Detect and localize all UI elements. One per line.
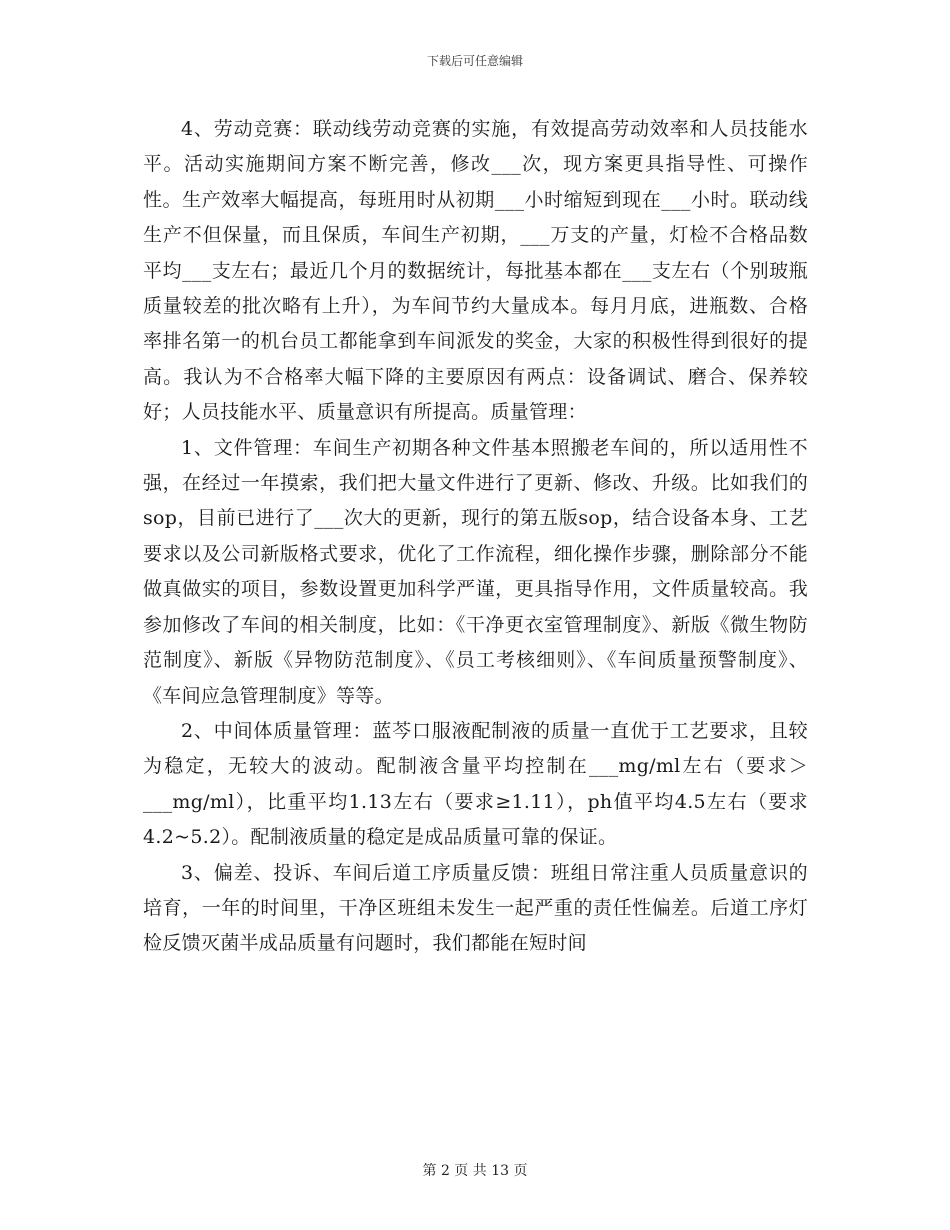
paragraph-deviation-feedback: 3、偏差、投诉、车间后道工序质量反馈：班组日常注重人员质量意识的培育，一年的时间里，干净区班组未发生一起严重的责任性偏差。后道工序灯检反馈灭菌半成品质量有问题时，我们都能在短时间: [143, 861, 808, 955]
page-footer: 第 2 页 共 13 页: [422, 1163, 528, 1179]
paragraph-document-management: 1、文件管理：车间生产初期各种文件基本照搬老车间的，所以适用性不强，在经过一年摸索，我们把大量文件进行了更新、修改、升级。比如我们的sop，目前已进行了___次大的更新，现行的第五版sop，结合设备本身、工艺要求以及公司新版格式要求，优化了工作流程，细化操作步骤，删除部分不能做真做实的项目，参数设置更加科学严谨，更具指导作用，文件质量较高。我参加修改了车间的相关制度，比如：《干净更衣室管理制度》、新版《微生物防范制度》、新版《异物防范制度》、《员工考核细则》、《车间质量预警制度》、《车间应急管理制度》等等。: [143, 436, 808, 707]
document-body: [143, 112, 808, 962]
page-header: 下载后可任意编辑: [426, 54, 523, 68]
paragraph-intermediate-quality: 2、中间体质量管理：蓝芩口服液配制液的质量一直优于工艺要求，且较为稳定，无较大的波动。配制液含量平均控制在___mg/ml左右（要求＞___mg/ml），比重平均1.13左右（要求≥1.11），ph值平均4.5左右（要求4.2~5.2）。配制液质量的稳定是成品质量可靠的保证。: [143, 719, 808, 849]
paragraph-labor-competition: 4、劳动竞赛：联动线劳动竞赛的实施，有效提高劳动效率和人员技能水平。活动实施期间方案不断完善，修改___次，现方案更具指导性、可操作性。生产效率大幅提高，每班用时从初期___小时缩短到现在___小时。联动线生产不但保量，而且保质，车间生产初期，___万支的产量，灯检不合格品数平均___支左右；最近几个月的数据统计，每批基本都在___支左右（个别玻瓶质量较差的批次略有上升），为车间节约大量成本。每月月底，进瓶数、合格率排名第一的机台员工都能拿到车间派发的奖金，大家的积极性得到很好的提高。我认为不合格率大幅下降的主要原因有两点：设备调试、磨合、保养较好；人员技能水平、质量意识有所提高。质量管理：: [143, 118, 808, 424]
